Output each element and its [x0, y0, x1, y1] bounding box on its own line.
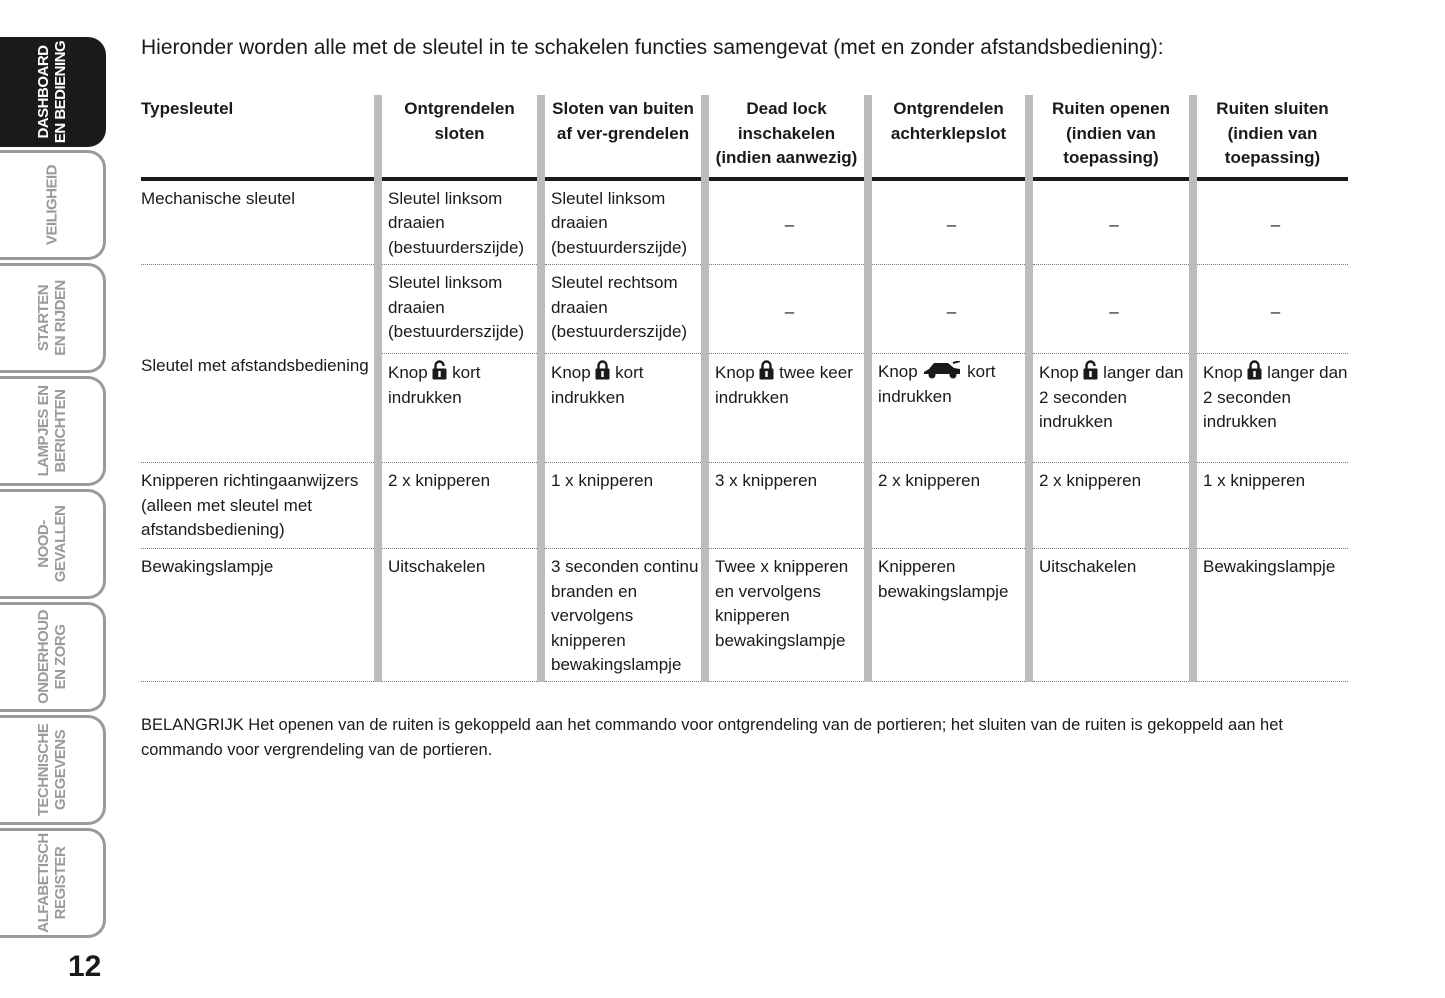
chapter-tab-label	[35, 41, 69, 143]
tab-line-1: STARTEN	[34, 284, 52, 352]
chapter-tab-label	[35, 724, 69, 817]
cell-text: Uitschakelen	[388, 557, 486, 576]
cell-text: –	[1270, 301, 1281, 321]
cell-text: kort indrukken	[551, 363, 644, 407]
lock-icon	[595, 360, 610, 380]
cell-text: 1 x knipperen	[1203, 471, 1306, 490]
table-cell	[541, 354, 705, 463]
row-label-text: Knipperen richtingaanwijzers (alleen met sleutel met afstandsbediening)	[141, 471, 359, 539]
chapter-tab[interactable]	[0, 602, 106, 712]
table-cell	[378, 463, 541, 549]
cell-text: Sleutel linksom draaien (bestuurderszijde)	[551, 188, 688, 257]
table-cell	[705, 179, 868, 265]
table-cell	[705, 463, 868, 549]
tab-line-1: LAMPJES EN	[34, 385, 52, 477]
table-cell	[1029, 549, 1193, 682]
chapter-tab[interactable]	[0, 263, 106, 373]
intro-text: Hieronder worden alle met de sleutel in te schakelen functies samengevat (met en zonder afstandsbediening):	[141, 36, 1164, 59]
cell-text: 1 x knipperen	[551, 471, 654, 490]
chapter-tab[interactable]	[0, 715, 106, 825]
table-cell	[1029, 354, 1193, 463]
table-row	[141, 463, 1348, 549]
cell-text: Sleutel linksom draaien (bestuurderszijde)	[388, 188, 525, 257]
knop-label: Knop	[1203, 363, 1243, 382]
table-cell	[1029, 463, 1193, 549]
cell-text: Sleutel rechtsom draaien (bestuurderszijde)	[551, 273, 688, 341]
table-cell	[541, 265, 705, 354]
car-trunk-icon	[922, 361, 962, 379]
row-label-text: Mechanische sleutel	[141, 188, 296, 208]
chapter-tab-label	[35, 386, 69, 477]
table-cell	[541, 463, 705, 549]
cell-text: 2 x knipperen	[388, 471, 491, 490]
tab-line-2: REGISTER	[51, 846, 69, 920]
knop-label: Knop	[551, 363, 591, 382]
table-row	[141, 265, 1348, 354]
unlock-icon	[432, 360, 447, 380]
knop-label: Knop	[878, 362, 918, 381]
chapter-tab-label	[35, 280, 69, 356]
table-cell	[868, 179, 1029, 265]
row-label	[141, 179, 378, 265]
table-cell	[1193, 463, 1348, 549]
table-cell	[378, 354, 541, 463]
chapter-tab-label	[35, 833, 69, 933]
tab-line-1: ALFABETISCH	[34, 833, 52, 933]
knop-label: Knop	[1039, 363, 1079, 382]
chapter-tab[interactable]	[0, 828, 106, 938]
cell-text: twee keer indrukken	[715, 363, 853, 407]
cell-text: –	[946, 215, 957, 234]
table-cell	[868, 549, 1029, 682]
cell-text: 2 x knipperen	[1039, 471, 1142, 490]
column-header: Ontgrendelen sloten	[378, 95, 541, 179]
row-label	[141, 463, 378, 549]
row-label-text: Bewakingslampje	[141, 557, 274, 576]
cell-text: 2 x knipperen	[878, 471, 981, 490]
cell-text: –	[784, 215, 795, 234]
tab-line-2: GEVALLEN	[51, 505, 69, 583]
lock-icon	[1247, 360, 1262, 380]
cell-text: –	[1270, 215, 1281, 234]
chapter-tab[interactable]	[0, 489, 106, 599]
cell-text: –	[946, 301, 957, 321]
table-cell	[1193, 354, 1348, 463]
chapter-tab-label	[35, 610, 69, 704]
table-cell	[378, 265, 541, 354]
cell-text: langer dan 2 seconden indrukken	[1039, 363, 1184, 431]
cell-text: langer dan 2 seconden indrukken	[1203, 363, 1348, 431]
important-note: BELANGRIJK Het openen van de ruiten is gekoppeld aan het commando voor ontgrendeling van de portieren; het sluiten van de ruiten is gekoppeld aan het commando voor vergrendeling van de portieren.	[141, 716, 1283, 759]
tab-line-2: EN BEDIENING	[51, 40, 69, 144]
lock-icon	[759, 360, 774, 380]
table-cell	[1029, 179, 1193, 265]
table-cell	[868, 463, 1029, 549]
table-cell	[705, 265, 868, 354]
cell-text: Uitschakelen	[1039, 557, 1137, 576]
chapter-tab-label	[35, 506, 69, 583]
cell-text: –	[1109, 301, 1119, 321]
table-cell	[705, 354, 868, 463]
column-header: Dead lock inschakelen (indien aanwezig)	[705, 95, 868, 179]
cell-text: 3 seconden continu branden en vervolgens knipperen bewakingslampje	[551, 557, 699, 674]
table-row	[141, 179, 1348, 265]
tab-line-1: NOOD-	[34, 520, 52, 568]
tab-line-2: BERICHTEN	[51, 389, 69, 473]
chapter-tab-label	[43, 165, 60, 245]
knop-label: Knop	[388, 363, 428, 382]
tab-line-1: VEILIGHEID	[43, 164, 60, 246]
unlock-icon	[1083, 360, 1098, 380]
chapter-tab[interactable]	[0, 376, 106, 486]
row-label-text: Sleutel met afstandsbediening	[141, 356, 369, 376]
table-cell	[1029, 265, 1193, 354]
table-cell	[1193, 265, 1348, 354]
table-cell	[378, 549, 541, 682]
tab-line-1: DASHBOARD	[34, 45, 52, 139]
chapter-tab[interactable]	[0, 150, 106, 260]
tab-line-1: TECHNISCHE	[34, 723, 52, 817]
table-row	[141, 549, 1348, 682]
page-number: 12	[68, 950, 102, 983]
table-cell	[868, 354, 1029, 463]
table-cell	[705, 549, 868, 682]
cell-text: –	[1109, 215, 1119, 234]
knop-label: Knop	[715, 363, 755, 382]
table-cell	[868, 265, 1029, 354]
chapter-tabs	[0, 37, 106, 941]
table-cell	[378, 179, 541, 265]
cell-text: –	[784, 301, 795, 321]
cell-text: Twee x knipperen en vervolgens knipperen bewakingslampje	[715, 557, 849, 650]
tab-line-2: EN RIJDEN	[51, 280, 69, 356]
cell-text: kort indrukken	[388, 363, 481, 407]
row-label	[141, 265, 378, 463]
key-functions-table	[141, 95, 1348, 682]
tab-line-2: EN ZORG	[51, 624, 69, 690]
cell-text: 3 x knipperen	[715, 471, 818, 490]
column-header: Sloten van buiten af ver-grendelen	[541, 95, 705, 179]
table-cell	[1193, 179, 1348, 265]
column-header: Ruiten openen (indien van toepassing)	[1029, 95, 1193, 179]
table-cell	[1193, 549, 1348, 682]
chapter-tab[interactable]	[0, 37, 106, 147]
cell-text: Sleutel linksom draaien (bestuurderszijde)	[388, 273, 525, 341]
row-label	[141, 549, 378, 682]
table-cell	[541, 549, 705, 682]
cell-text: Bewakingslampje	[1203, 557, 1336, 576]
cell-text: Knipperen bewakingslampje	[878, 557, 1009, 601]
column-header: Typesleutel	[141, 95, 378, 179]
tab-line-2: GEGEVENS	[51, 729, 69, 811]
column-header: Ruiten sluiten (indien van toepassing)	[1193, 95, 1348, 179]
column-header: Ontgrendelen achterklepslot	[868, 95, 1029, 179]
cell-text: kort indrukken	[878, 362, 996, 406]
table-cell	[541, 179, 705, 265]
tab-line-1: ONDERHOUD	[34, 610, 52, 704]
